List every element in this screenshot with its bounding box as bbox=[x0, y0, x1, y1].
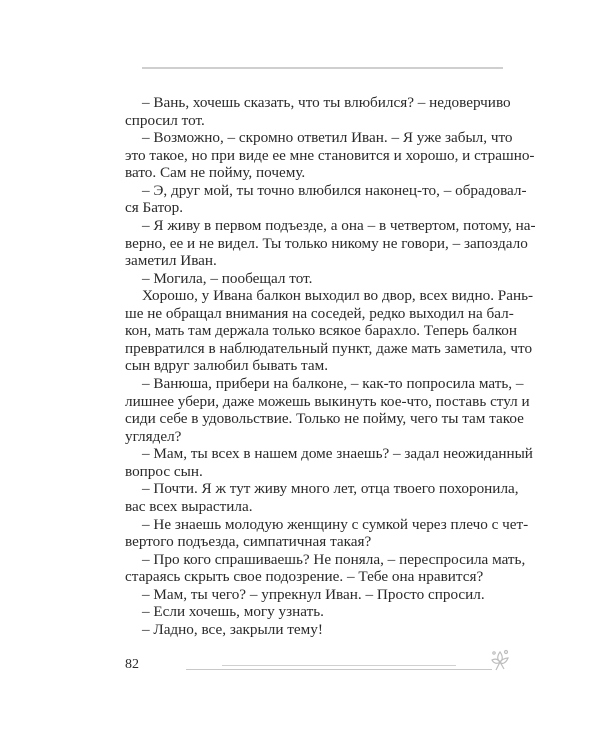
text-line: – Ванюша, прибери на балконе, – как-то попросила мать, – bbox=[142, 375, 524, 392]
text-line: Хорошо, у Ивана балкон выходил во двор, всех видно. Рань- bbox=[142, 287, 534, 305]
text-line: – Если хочешь, могу узнать. bbox=[142, 603, 324, 621]
paragraph bbox=[125, 480, 519, 515]
body-text bbox=[125, 94, 536, 638]
footer-rule bbox=[186, 669, 492, 670]
text-line: стараясь скрыть свое подозрение. – Тебе она нравится? bbox=[125, 568, 484, 586]
text-line: – Могила, – пообещал тот. bbox=[142, 269, 313, 287]
text-line: – Почти. Я ж тут живу много лет, отца твоего похоронила, bbox=[142, 480, 519, 498]
text-line: вопрос сын. bbox=[125, 462, 203, 480]
paragraph bbox=[125, 586, 508, 604]
text-line: – Ладно, все, закрыли тему! bbox=[142, 620, 323, 638]
text-line: вато. Сам не пойму, почему. bbox=[125, 164, 306, 182]
text-line: лишнее убери, даже можешь выкинуть кое-что, поставь стул и bbox=[125, 392, 530, 410]
paragraph bbox=[125, 550, 526, 586]
text-line: сын вдруг залюбил бывать там. bbox=[125, 357, 329, 375]
text-line: заметил Иван. bbox=[125, 252, 217, 270]
paragraph bbox=[125, 94, 511, 129]
header-rule bbox=[142, 67, 503, 69]
text-line: – Э, друг мой, ты точно влюбился наконец-то, – обрадовал- bbox=[142, 181, 527, 199]
paragraph bbox=[125, 375, 530, 445]
text-line: верно, ее и не видел. Ты только никому не говори, – запоздало bbox=[125, 234, 528, 252]
text-line: кон, мать там держала только всякое барахло. Теперь балкон bbox=[125, 322, 518, 340]
text-line: – Я живу в первом подъезде, а она – в четвертом, потому, на- bbox=[142, 216, 536, 234]
text-line: ше не обращал внимания на соседей, редко выходил на бал- bbox=[125, 304, 514, 322]
text-line: превратился в наблюдательный пункт, даже мать заметила, что bbox=[125, 339, 533, 357]
text-line: – Про кого спрашиваешь? Не поняла, – переспросила мать, bbox=[142, 550, 526, 568]
text-line: спросил тот. bbox=[125, 111, 205, 129]
text-line: сиди себе в удовольствие. Только не пойму, чего ты там такое bbox=[125, 410, 524, 428]
floral-ornament-icon bbox=[488, 648, 512, 672]
paragraph bbox=[125, 181, 527, 217]
text-line: вас всех вырастила. bbox=[125, 497, 253, 515]
text-line: – Мам, ты чего? – упрекнул Иван. – Просто спросил. bbox=[142, 585, 485, 603]
text-line: углядел? bbox=[125, 427, 182, 445]
text-line: – Возможно, – скромно ответил Иван. – Я уже забыл, что bbox=[142, 129, 513, 147]
text-line: – Мам, ты всех в нашем доме знаешь? – задал неожиданный bbox=[142, 445, 533, 463]
paragraph bbox=[125, 129, 535, 182]
page-number: 82 bbox=[125, 657, 139, 672]
text-line: вертого подъезда, симпатичная такая? bbox=[125, 533, 372, 551]
paragraph bbox=[125, 515, 529, 551]
paragraph bbox=[125, 287, 534, 375]
text-line: – Не знаешь молодую женщину с сумкой через плечо с чет- bbox=[142, 515, 529, 533]
paragraph bbox=[125, 216, 536, 270]
text-line: это такое, но при виде ее мне становится и хорошо, и страшно- bbox=[125, 146, 535, 164]
footer-rule-inner bbox=[222, 665, 456, 666]
paragraph bbox=[125, 603, 508, 621]
paragraph bbox=[125, 445, 533, 480]
paragraph bbox=[125, 270, 508, 288]
text-line: ся Батор. bbox=[125, 199, 184, 217]
text-line: – Вань, хочешь сказать, что ты влюбился? – недоверчиво bbox=[142, 94, 511, 111]
paragraph bbox=[125, 621, 508, 639]
